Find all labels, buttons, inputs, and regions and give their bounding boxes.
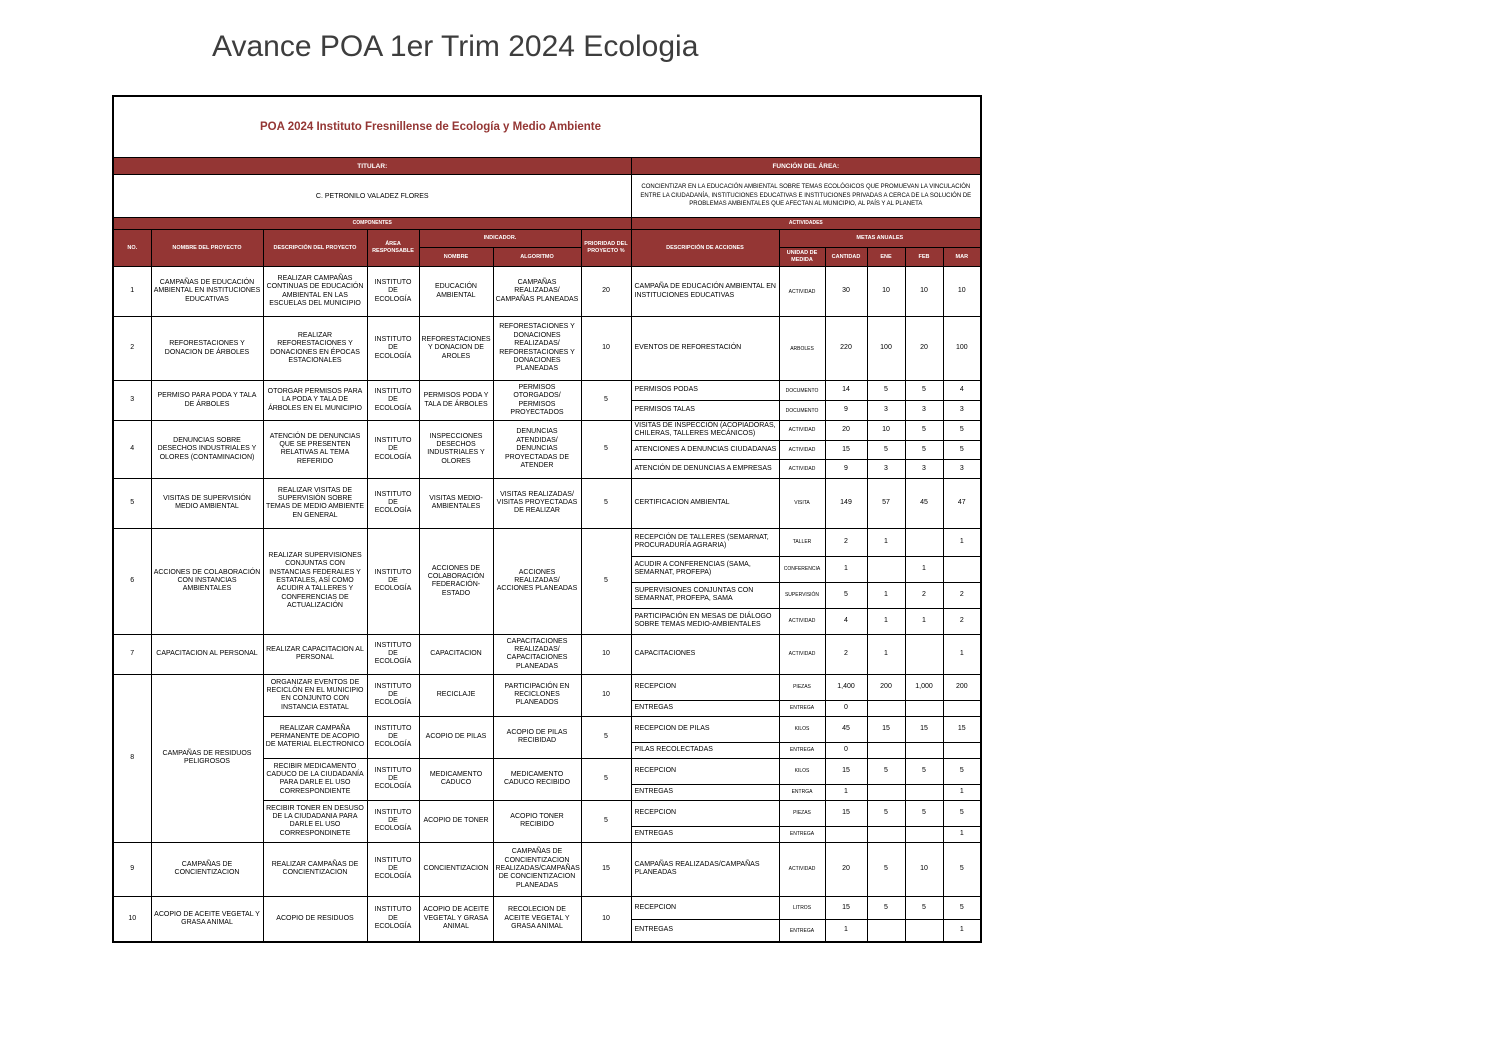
col-metas-anuales: METAS ANUALES [779, 230, 981, 248]
col-descripcion-acciones: DESCRIPCIÓN DE ACCIONES [631, 230, 779, 267]
action-description: RECEPCION [631, 800, 779, 826]
unit-of-measure: KILOS [779, 716, 825, 742]
cantidad-value [825, 826, 867, 842]
feb-value: 5 [905, 800, 943, 826]
unit-of-measure: ACTIVIDAD [779, 842, 825, 896]
poa-document [112, 95, 980, 943]
indicator-algorithm: ACOPIO DE PILAS RECIBIDAD [493, 716, 581, 758]
feb-value: 20 [905, 317, 943, 381]
componentes-band: COMPONENTES [113, 218, 631, 230]
ene-value: 1 [867, 528, 905, 556]
ene-value: 10 [867, 267, 905, 317]
area-responsable: INSTITUTO DE ECOLOGÍA [367, 634, 419, 674]
indicator-name: PERMISOS PODA Y TALA DE ÁRBOLES [419, 381, 493, 421]
indicator-algorithm: ACOPIO TONER RECIBIDO [493, 800, 581, 842]
unit-of-measure: CONFERENCIA [779, 556, 825, 582]
action-description: CAMPAÑA DE EDUCACIÓN AMBIENTAL EN INSTITUCIONES EDUCATIVAS [631, 267, 779, 317]
priority-value: 10 [581, 317, 631, 381]
feb-value: 1,000 [905, 674, 943, 700]
project-no: 6 [113, 528, 151, 634]
cantidad-value: 2 [825, 634, 867, 674]
action-description: VISITAS DE INSPECCIÓN (ACOPIADORAS, CHILERAS, TALLERES MECÁNICOS) [631, 421, 779, 441]
table-row [113, 634, 981, 674]
ene-value: 5 [867, 800, 905, 826]
feb-value: 2 [905, 582, 943, 608]
ene-value: 10 [867, 421, 905, 441]
project-no: 5 [113, 478, 151, 528]
actividades-band: ACTIVIDADES [631, 218, 981, 230]
project-no: 1 [113, 267, 151, 317]
ene-value: 1 [867, 582, 905, 608]
action-description: ENTREGAS [631, 826, 779, 842]
priority-value: 5 [581, 716, 631, 758]
feb-value [905, 634, 943, 674]
action-description: ENTREGAS [631, 700, 779, 716]
project-description: REALIZAR REFORESTACIONES Y DONACIONES EN ÉPOCAS ESTACIONALES [263, 317, 367, 381]
indicator-name: CAPACITACION [419, 634, 493, 674]
project-name: CAMPAÑAS DE RESIDUOS PELIGROSOS [151, 674, 263, 842]
unit-of-measure: LITROS [779, 896, 825, 919]
col-descripcion-proyecto: DESCRIPCIÓN DEL PROYECTO [263, 230, 367, 267]
doc-title-cell [113, 96, 981, 158]
feb-value: 3 [905, 459, 943, 478]
ene-value: 1 [867, 608, 905, 634]
unit-of-measure: ACTIVIDAD [779, 440, 825, 459]
cantidad-value: 5 [825, 582, 867, 608]
mar-value: 3 [943, 459, 981, 478]
ene-value [867, 700, 905, 716]
feb-value [905, 742, 943, 758]
action-description: PILAS RECOLECTADAS [631, 742, 779, 758]
priority-value: 10 [581, 674, 631, 716]
feb-value: 5 [905, 896, 943, 919]
col-ene: ENE [867, 248, 905, 267]
project-name: REFORESTACIONES Y DONACION DE ÁRBOLES [151, 317, 263, 381]
indicator-name: ACOPIO DE PILAS [419, 716, 493, 758]
priority-value: 20 [581, 267, 631, 317]
project-no: 9 [113, 842, 151, 896]
project-name: VISITAS DE SUPERVISIÓN MEDIO AMBIENTAL [151, 478, 263, 528]
mar-value: 5 [943, 440, 981, 459]
table-row [113, 381, 981, 401]
unit-of-measure: TALLER [779, 528, 825, 556]
indicator-algorithm: PERMISOS OTORGADOS/ PERMISOS PROYECTADOS [493, 381, 581, 421]
project-description: RECIBIR MEDICAMENTO CADUCO DE LA CIUDADANÍA PARA DARLE EL USO CORRESPONDIENTE [263, 758, 367, 800]
indicator-algorithm: MEDICAMENTO CADUCO RECIBIDO [493, 758, 581, 800]
project-name: CAMPAÑAS DE CONCIENTIZACION [151, 842, 263, 896]
action-description: CAPACITACIONES [631, 634, 779, 674]
mar-value: 5 [943, 842, 981, 896]
ene-value: 200 [867, 674, 905, 700]
project-name: CAMPAÑAS DE EDUCACIÓN AMBIENTAL EN INSTITUCIONES EDUCATIVAS [151, 267, 263, 317]
action-description: RECEPCION [631, 758, 779, 784]
project-name: CAPACITACION AL PERSONAL [151, 634, 263, 674]
col-prioridad: PRIORIDAD DEL PROYECTO % [581, 230, 631, 267]
feb-value: 3 [905, 401, 943, 421]
funcion-value: CONCIENTIZAR EN LA EDUCACIÓN AMBIENTAL SOBRE TEMAS ECOLÓGICOS QUE PROMUEVAN LA VINCULACIÓN ENTRE LA CIUDADANÍA, INSTITUCIONES EDUCATIVAS E INSTITUCIONES PRIVADAS A CERCA DE LA SOLUCIÓN DE PROBLEMAS AMBIENTALES QUE AFECTAN AL MUNICIPIO, AL PAÍS Y AL PLANETA [631, 175, 981, 218]
unit-of-measure: KILOS [779, 758, 825, 784]
project-no: 4 [113, 421, 151, 479]
feb-value: 5 [905, 381, 943, 401]
col-area-responsable: ÁREA RESPONSABLE [367, 230, 419, 267]
feb-value: 1 [905, 608, 943, 634]
titular-label: TITULAR: [113, 158, 631, 175]
ene-value: 5 [867, 842, 905, 896]
ene-value [867, 784, 905, 800]
project-no: 2 [113, 317, 151, 381]
project-description: RECIBIR TONER EN DESUSO DE LA CIUDADANIA PARA DARLE EL USO CORRESPONDINETE [263, 800, 367, 842]
indicator-algorithm: CAMPAÑAS REALIZADAS/ CAMPAÑAS PLANEADAS [493, 267, 581, 317]
action-description: EVENTOS DE REFORESTACIÓN [631, 317, 779, 381]
doc-title: POA 2024 Instituto Fresnillense de Ecología y Medio Ambiente [260, 121, 602, 133]
unit-of-measure: ACTIVIDAD [779, 267, 825, 317]
feb-value: 5 [905, 758, 943, 784]
action-description: ATENCIONES A DENUNCIAS CIUDADANAS [631, 440, 779, 459]
unit-of-measure: ENTRGA [779, 784, 825, 800]
titular-value-row [113, 175, 981, 218]
project-description: REALIZAR SUPERVISIONES CONJUNTAS CON INSTANCIAS FEDERALES Y ESTATALES, ASÍ COMO ACUDIR A TALLERES Y CONFERENCIAS DE ACTUALIZACIÓN [263, 528, 367, 634]
indicator-algorithm: VISITAS REALIZADAS/ VISITAS PROYECTADAS DE REALIZAR [493, 478, 581, 528]
feb-value [905, 784, 943, 800]
funcion-label: FUNCIÓN DEL ÁREA: [631, 158, 981, 175]
ene-value: 5 [867, 440, 905, 459]
doc-title-row [113, 96, 981, 158]
cantidad-value: 1,400 [825, 674, 867, 700]
indicator-name: MEDICAMENTO CADUCO [419, 758, 493, 800]
project-description: REALIZAR CAMPAÑA PERMANENTE DE ACOPIO DE MATERIAL ELECTRONICO [263, 716, 367, 758]
mar-value: 15 [943, 716, 981, 742]
mar-value: 100 [943, 317, 981, 381]
project-name: PERMISO PARA PODA Y TALA DE ÁRBOLES [151, 381, 263, 421]
mar-value: 5 [943, 800, 981, 826]
unit-of-measure: DOCUMENTO [779, 401, 825, 421]
cantidad-value: 0 [825, 700, 867, 716]
project-name: DENUNCIAS SOBRE DESECHOS INDUSTRIALES Y OLORES (CONTAMINACION) [151, 421, 263, 479]
col-nombre-proyecto: NOMBRE DEL PROYECTO [151, 230, 263, 267]
indicator-algorithm: REFORESTACIONES Y DONACIONES REALIZADAS/ REFORESTACIONES Y DONACIONES PLANEADAS [493, 317, 581, 381]
action-description: PARTICIPACIÓN EN MESAS DE DIÁLOGO SOBRE TEMAS MEDIO-AMBIENTALES [631, 608, 779, 634]
cantidad-value: 45 [825, 716, 867, 742]
area-responsable: INSTITUTO DE ECOLOGÍA [367, 421, 419, 479]
mar-value: 200 [943, 674, 981, 700]
cantidad-value: 9 [825, 459, 867, 478]
area-responsable: INSTITUTO DE ECOLOGÍA [367, 478, 419, 528]
indicator-algorithm: DENUNCIAS ATENDIDAS/ DENUNCIAS PROYECTADAS DE ATENDER [493, 421, 581, 479]
unit-of-measure: ENTREGA [779, 826, 825, 842]
priority-value: 5 [581, 381, 631, 421]
feb-value: 10 [905, 842, 943, 896]
cantidad-value: 30 [825, 267, 867, 317]
project-description: REALIZAR VISITAS DE SUPERVISIÓN SOBRE TEMAS DE MEDIO AMBIENTE EN GENERAL [263, 478, 367, 528]
cantidad-value: 149 [825, 478, 867, 528]
action-description: ATENCIÓN DE DENUNCIAS A EMPRESAS [631, 459, 779, 478]
titular-value: C. PETRONILO VALADEZ FLORES [113, 175, 631, 218]
col-indicador-nombre: NOMBRE [419, 248, 493, 267]
feb-value: 5 [905, 421, 943, 441]
ene-value [867, 826, 905, 842]
priority-value: 5 [581, 758, 631, 800]
unit-of-measure: ENTREGA [779, 700, 825, 716]
col-no: NO. [113, 230, 151, 267]
feb-value: 15 [905, 716, 943, 742]
feb-value: 5 [905, 440, 943, 459]
project-description: ATENCIÓN DE DENUNCIAS QUE SE PRESENTEN RELATIVAS AL TEMA REFERIDO [263, 421, 367, 479]
ene-value: 3 [867, 459, 905, 478]
mar-value: 5 [943, 896, 981, 919]
indicator-name: ACOPIO DE TONER [419, 800, 493, 842]
action-description: CERTIFICACION AMBIENTAL [631, 478, 779, 528]
project-no: 8 [113, 674, 151, 842]
action-description: CAMPAÑAS REALIZADAS/CAMPAÑAS PLANEADAS [631, 842, 779, 896]
mar-value [943, 700, 981, 716]
mar-value: 3 [943, 401, 981, 421]
table-row [113, 674, 981, 700]
mar-value: 10 [943, 267, 981, 317]
project-description: REALIZAR CAMPAÑAS CONTINUAS DE EDUCACIÓN AMBIENTAL EN LAS ESCUELAS DEL MUNICIPIO [263, 267, 367, 317]
indicator-name: ACCIONES DE COLABORACIÓN FEDERACIÓN-ESTADO [419, 528, 493, 634]
area-responsable: INSTITUTO DE ECOLOGÍA [367, 381, 419, 421]
area-responsable: INSTITUTO DE ECOLOGÍA [367, 528, 419, 634]
priority-value: 5 [581, 800, 631, 842]
unit-of-measure: ACTIVIDAD [779, 421, 825, 441]
mar-value: 2 [943, 608, 981, 634]
cantidad-value: 1 [825, 556, 867, 582]
table-row [113, 528, 981, 556]
indicator-name: VISITAS MEDIO-AMBIENTALES [419, 478, 493, 528]
ene-value: 15 [867, 716, 905, 742]
ene-value [867, 742, 905, 758]
project-description: REALIZAR CAPACITACION AL PERSONAL [263, 634, 367, 674]
poa-table [112, 95, 982, 943]
ene-value: 3 [867, 401, 905, 421]
indicator-algorithm: CAMPAÑAS DE CONCIENTIZACION REALIZADAS/CAMPAÑAS DE CONCIENTIZACION PLANEADAS [493, 842, 581, 896]
unit-of-measure: PIEZAS [779, 800, 825, 826]
col-feb: FEB [905, 248, 943, 267]
mar-value [943, 742, 981, 758]
mar-value: 1 [943, 634, 981, 674]
action-description: RECEPCION [631, 674, 779, 700]
cantidad-value: 9 [825, 401, 867, 421]
priority-value: 5 [581, 421, 631, 479]
feb-value [905, 700, 943, 716]
cantidad-value: 1 [825, 919, 867, 942]
cantidad-value: 4 [825, 608, 867, 634]
mar-value [943, 556, 981, 582]
indicator-name: CONCIENTIZACION [419, 842, 493, 896]
project-description: ORGANIZAR EVENTOS DE RECICLÓN EN EL MUNICIPIO EN CONJUNTO CON INSTANCIA ESTATAL [263, 674, 367, 716]
area-responsable: INSTITUTO DE ECOLOGÍA [367, 842, 419, 896]
project-name: ACOPIO DE ACEITE VEGETAL Y GRASA ANIMAL [151, 896, 263, 942]
ene-value [867, 919, 905, 942]
page-title: Avance POA 1er Trim 2024 Ecologia [212, 30, 699, 63]
table-row [113, 421, 981, 441]
table-row [113, 267, 981, 317]
ene-value [867, 556, 905, 582]
col-indicador: INDICADOR. [419, 230, 581, 248]
unit-of-measure: VISITA [779, 478, 825, 528]
indicator-name: REFORESTACIONES Y DONACION DE AROLES [419, 317, 493, 381]
project-description: REALIZAR CAMPAÑAS DE CONCIENTIZACION [263, 842, 367, 896]
mar-value: 5 [943, 758, 981, 784]
cantidad-value: 15 [825, 440, 867, 459]
action-description: PERMISOS TALAS [631, 401, 779, 421]
priority-value: 5 [581, 478, 631, 528]
area-responsable: INSTITUTO DE ECOLOGÍA [367, 758, 419, 800]
table-row [113, 317, 981, 381]
indicator-name: ACOPIO DE ACEITE VEGETAL Y GRASA ANIMAL [419, 896, 493, 942]
cantidad-value: 1 [825, 784, 867, 800]
project-no: 3 [113, 381, 151, 421]
mar-value: 1 [943, 528, 981, 556]
unit-of-measure: ACTIVIDAD [779, 608, 825, 634]
ene-value: 5 [867, 381, 905, 401]
section-band-row [113, 218, 981, 230]
titular-band-row [113, 158, 981, 175]
unit-of-measure: ENTREGA [779, 919, 825, 942]
action-description: ENTREGAS [631, 919, 779, 942]
mar-value: 1 [943, 826, 981, 842]
ene-value: 5 [867, 896, 905, 919]
cantidad-value: 14 [825, 381, 867, 401]
table-row [113, 478, 981, 528]
area-responsable: INSTITUTO DE ECOLOGÍA [367, 716, 419, 758]
feb-value: 10 [905, 267, 943, 317]
priority-value: 15 [581, 842, 631, 896]
cantidad-value: 15 [825, 896, 867, 919]
mar-value: 47 [943, 478, 981, 528]
feb-value [905, 826, 943, 842]
action-description: ACUDIR A CONFERENCIAS (SAMA, SEMARNAT, PROFEPA) [631, 556, 779, 582]
action-description: SUPERVISIONES CONJUNTAS CON SEMARNAT, PROFEPA, SAMA [631, 582, 779, 608]
ene-value: 5 [867, 758, 905, 784]
project-name: ACCIONES DE COLABORACIÓN CON INSTANCIAS AMBIENTALES [151, 528, 263, 634]
area-responsable: INSTITUTO DE ECOLOGÍA [367, 674, 419, 716]
cantidad-value: 15 [825, 758, 867, 784]
area-responsable: INSTITUTO DE ECOLOGÍA [367, 267, 419, 317]
col-indicador-algoritmo: ALGORITMO [493, 248, 581, 267]
table-row [113, 842, 981, 896]
indicator-name: INSPECCIONES DESECHOS INDUSTRIALES Y OLORES [419, 421, 493, 479]
column-header-row [113, 230, 981, 248]
mar-value: 1 [943, 784, 981, 800]
unit-of-measure: ACTIVIDAD [779, 459, 825, 478]
cantidad-value: 220 [825, 317, 867, 381]
feb-value: 45 [905, 478, 943, 528]
table-row [113, 896, 981, 919]
action-description: ENTREGAS [631, 784, 779, 800]
ene-value: 1 [867, 634, 905, 674]
unit-of-measure: ARBOLES [779, 317, 825, 381]
unit-of-measure: PIEZAS [779, 674, 825, 700]
project-description: ACOPIO DE RESIDUOS [263, 896, 367, 942]
action-description: RECEPCION [631, 896, 779, 919]
mar-value: 1 [943, 919, 981, 942]
indicator-algorithm: PARTICIPACIÓN EN RECICLONES PLANEADOS [493, 674, 581, 716]
mar-value: 2 [943, 582, 981, 608]
feb-value [905, 919, 943, 942]
indicator-algorithm: ACCIONES REALIZADAS/ ACCIONES PLANEADAS [493, 528, 581, 634]
col-mar: MAR [943, 248, 981, 267]
cantidad-value: 0 [825, 742, 867, 758]
poa-table-body [113, 267, 981, 943]
project-no: 7 [113, 634, 151, 674]
action-description: PERMISOS PODAS [631, 381, 779, 401]
unit-of-measure: SUPERVISIÓN [779, 582, 825, 608]
col-cantidad: CANTIDAD [825, 248, 867, 267]
area-responsable: INSTITUTO DE ECOLOGÍA [367, 800, 419, 842]
ene-value: 57 [867, 478, 905, 528]
unit-of-measure: DOCUMENTO [779, 381, 825, 401]
priority-value: 10 [581, 896, 631, 942]
action-description: RECEPCIÓN DE TALLERES (SEMARNAT, PROCURADURÍA AGRARIA) [631, 528, 779, 556]
mar-value: 5 [943, 421, 981, 441]
indicator-algorithm: CAPACITACIONES REALIZADAS/ CAPACITACIONES PLANEADAS [493, 634, 581, 674]
priority-value: 10 [581, 634, 631, 674]
project-description: OTORGAR PERMISOS PARA LA PODA Y TALA DE ÁRBOLES EN EL MUNICIPIO [263, 381, 367, 421]
mar-value: 4 [943, 381, 981, 401]
area-responsable: INSTITUTO DE ECOLOGÍA [367, 896, 419, 942]
indicator-name: RECICLAJE [419, 674, 493, 716]
priority-value: 5 [581, 528, 631, 634]
cantidad-value: 20 [825, 842, 867, 896]
cantidad-value: 15 [825, 800, 867, 826]
cantidad-value: 20 [825, 421, 867, 441]
project-no: 10 [113, 896, 151, 942]
action-description: RECEPCION DE PILAS [631, 716, 779, 742]
feb-value [905, 528, 943, 556]
indicator-name: EDUCACIÓN AMBIENTAL [419, 267, 493, 317]
feb-value: 1 [905, 556, 943, 582]
col-unidad-medida: UNIDAD DE MEDIDA [779, 248, 825, 267]
unit-of-measure: ENTREGA [779, 742, 825, 758]
cantidad-value: 2 [825, 528, 867, 556]
area-responsable: INSTITUTO DE ECOLOGÍA [367, 317, 419, 381]
indicator-algorithm: RECOLECION DE ACEITE VEGETAL Y GRASA ANIMAL [493, 896, 581, 942]
ene-value: 100 [867, 317, 905, 381]
unit-of-measure: ACTIVIDAD [779, 634, 825, 674]
